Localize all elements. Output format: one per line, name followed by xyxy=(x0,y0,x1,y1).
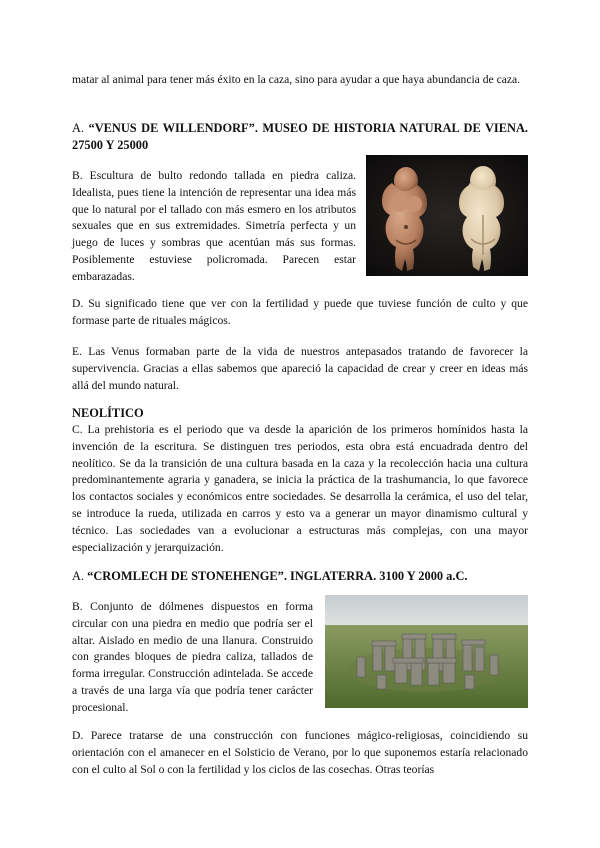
venus-paragraph-b: B. Escultura de bulto redondo tallada en piedra caliza. Idealista, pues tiene la intención de representar una idea más que lo natural por el tallado con más esmero en los atributos sexuales que en sus extremidades. Simetría perfecta y un juego de luces y sombras que acentúan más sus formas. Posiblemente estuviese policromada. Parecen estar embarazadas. xyxy=(72,169,356,283)
stonehenge-heading-title: “CROMLECH DE STONEHENGE”. INGLATERRA. 3100 Y 2000 a.C. xyxy=(87,569,468,583)
stonehenge-photo xyxy=(325,595,528,708)
venus-paragraph-e: E. Las Venus formaban parte de la vida de nuestros antepasados tratando de favorecer la supervivencia. Gracias a ellas sabemos que apareció la capacidad de crear y creer en ideas más allá del mundo natural. xyxy=(72,345,528,392)
venus-photo xyxy=(366,155,528,276)
stonehenge-heading-prefix: A. xyxy=(72,569,88,583)
venus-heading-prefix: A. xyxy=(72,121,89,135)
neolitico-paragraph-c: C. La prehistoria es el periodo que va desde la aparición de los primeros homínidos hasta la invención de la escritura. Se distinguen tres periodos, esta obra está encuadrada dentro del neolítico. Se da la transición de una cultura basada en la caza y la recolección hacia una cultura predominantemente agraria y ganadera, se inicia la práctica de la trashumancia, lo que favorece los contactos sociales y económicos entre sociedades. Se desarrolla la cerámica, el uso del telar, se introduce la rueda, utilizada en carros y esto va a generar un mayor dinamismo cultural y técnico. Las sociedades van a evolucionar a estructuras más complejas, con una mayor especialización y jerarquización. xyxy=(72,423,528,554)
stonehenge-paragraph-b: B. Conjunto de dólmenes dispuestos en forma circular con una piedra en medio que podría ser el altar. Aislado en medio de una llanura. Construido con grandes bloques de piedra caliza, tallados de forma irregular. Construcción adintelada. Se accede a través de una larga vía que podría tener carácter procesional. xyxy=(72,600,313,714)
intro-paragraph: matar al animal para tener más éxito en la caza, sino para ayudar a que haya abundancia de caza. xyxy=(72,73,521,86)
neolitico-heading: NEOLÍTICO xyxy=(72,406,144,420)
venus-heading xyxy=(72,120,528,154)
stonehenge-heading xyxy=(72,568,528,585)
venus-heading-title: “VENUS DE WILLENDORF”. MUSEO DE HISTORIA NATURAL DE VIENA. 27500 Y 25000 xyxy=(72,121,528,152)
venus-paragraph-d: D. Su significado tiene que ver con la fertilidad y puede que tuviese función de culto y que formase parte de rituales mágicos. xyxy=(72,297,528,327)
stonehenge-paragraph-d: D. Parece tratarse de una construcción con funciones mágico-religiosas, coincidiendo su orientación con el amanecer en el Solsticio de Verano, por lo que suponemos estaría relacionado con el culto al Sol o con la fertilidad y los ciclos de las cosechas. Otras teorías xyxy=(72,729,528,776)
